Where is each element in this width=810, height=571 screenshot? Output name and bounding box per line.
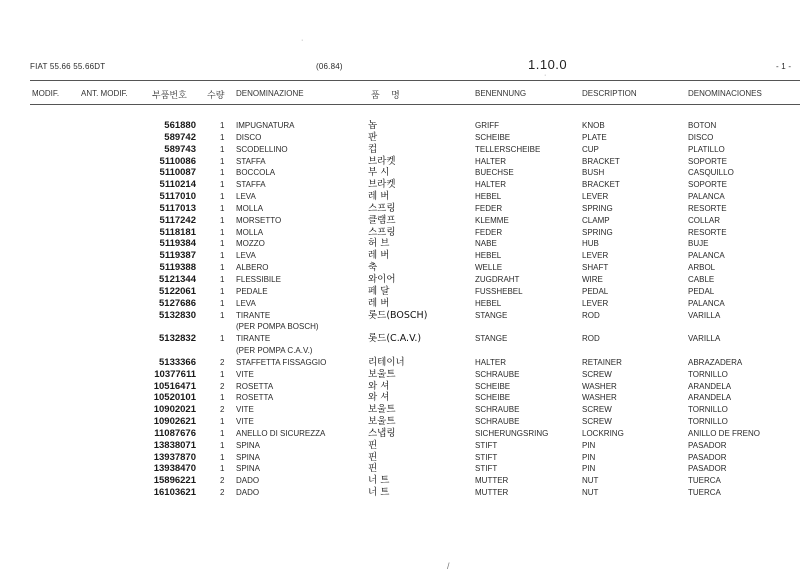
quantity: 1: [220, 263, 225, 273]
description: HUB: [582, 239, 599, 249]
description: LOCKRING: [582, 428, 624, 438]
benennung: BUECHSE: [475, 168, 514, 178]
denominazione: STAFFA: [236, 180, 266, 190]
description: BRACKET: [582, 156, 620, 166]
denominazione: FLESSIBILE: [236, 274, 281, 284]
korean-name: 핀: [368, 451, 378, 463]
description: BRACKET: [582, 180, 620, 190]
header-top-rule: [30, 80, 800, 81]
table-row: [0, 487, 810, 499]
part-number: 15896221: [153, 475, 196, 487]
denominazione: SCODELLINO: [236, 144, 288, 154]
part-number: 5118181: [159, 226, 196, 238]
denominaciones: ANILLO DE FRENO: [688, 428, 761, 438]
korean-name: 스프링: [368, 226, 396, 238]
col-qty: 수량: [207, 91, 225, 101]
description: PLATE: [582, 132, 607, 142]
table-row: [0, 156, 810, 168]
col-description: DESCRIPTION: [582, 89, 637, 98]
description: CUP: [582, 144, 599, 154]
part-number: 16103621: [153, 487, 196, 499]
table-row: [0, 475, 810, 487]
korean-name: 너 트: [368, 475, 390, 487]
quantity: 1: [220, 251, 225, 261]
korean-name: 클램프: [368, 214, 396, 226]
denominazione: SPINA: [236, 452, 261, 462]
table-row: [0, 238, 810, 250]
table-row: [0, 416, 810, 428]
denominazione: SPINA: [236, 464, 261, 474]
table-row: [0, 428, 810, 440]
description: PIN: [582, 452, 596, 462]
denominazione: VITE: [236, 417, 254, 427]
part-number: 10520101: [153, 392, 196, 404]
part-number: 589742: [164, 131, 196, 143]
part-number: 5117013: [159, 202, 196, 214]
denominaciones: TORNILLO: [688, 417, 728, 427]
description: LEVER: [582, 251, 609, 261]
quantity: 2: [220, 488, 225, 498]
description: SCREW: [582, 417, 612, 427]
quantity: 2: [220, 357, 225, 367]
denominaciones: DISCO: [688, 132, 714, 142]
denominaciones: TUERCA: [688, 488, 721, 498]
korean-name: 컵: [368, 143, 378, 155]
korean-name: 와이어: [368, 273, 396, 285]
table-row: [0, 227, 810, 239]
table-row-note: [0, 321, 810, 333]
denominazione: ROSETTA: [236, 393, 274, 403]
part-number: 11087676: [154, 427, 196, 439]
table-row: [0, 333, 810, 345]
table-row-note: [0, 345, 810, 357]
denominaciones: RESORTE: [688, 203, 727, 213]
benennung: HEBEL: [475, 192, 502, 202]
korean-name: 레 버: [368, 191, 390, 203]
col-part-no: 부품번호: [152, 91, 187, 101]
part-number: 10377611: [154, 368, 196, 380]
scan-mark: ·: [301, 37, 304, 44]
quantity: 1: [220, 132, 225, 142]
quantity: 1: [220, 417, 225, 427]
part-number: 5121344: [159, 273, 196, 285]
quantity: 1: [220, 393, 225, 403]
table-row: [0, 215, 810, 227]
quantity: 2: [220, 405, 225, 415]
quantity: 1: [220, 144, 225, 154]
denominaciones: TORNILLO: [688, 369, 728, 379]
model-label: FIAT 55.66 55.66DT: [30, 62, 106, 71]
part-number: 13838071: [153, 439, 196, 451]
table-row: [0, 286, 810, 298]
part-number: 5117010: [159, 191, 196, 203]
denominaciones: SOPORTE: [688, 156, 727, 166]
parts-table: [0, 120, 810, 499]
denominaciones: TUERCA: [688, 476, 721, 486]
row-note: (PER POMPA BOSCH): [236, 322, 319, 332]
description: LEVER: [582, 192, 609, 202]
benennung: STANGE: [475, 310, 508, 320]
part-number: 5132832: [159, 333, 196, 345]
quantity: 2: [220, 381, 225, 391]
benennung: FEDER: [475, 203, 503, 213]
part-number: 10902021: [153, 404, 196, 416]
part-number: 10516471: [153, 380, 196, 392]
denominazione: LEVA: [236, 251, 256, 261]
quantity: 1: [220, 334, 225, 344]
quantity: 1: [220, 428, 225, 438]
table-row: [0, 120, 810, 132]
korean-name: 놉: [368, 120, 378, 131]
part-number: 5110086: [159, 155, 196, 167]
table-row: [0, 381, 810, 393]
quantity: 1: [220, 239, 225, 249]
table-row: [0, 132, 810, 144]
part-number: 5132830: [159, 309, 196, 321]
denominaciones: PASADOR: [688, 464, 727, 474]
denominazione: MORSETTO: [236, 215, 282, 225]
quantity: 2: [220, 476, 225, 486]
benennung: HALTER: [475, 357, 506, 367]
denominazione: MOZZO: [236, 239, 265, 249]
description: NUT: [582, 476, 599, 486]
denominaciones: PLATILLO: [688, 144, 725, 154]
denominaciones: PALANCA: [688, 192, 725, 202]
benennung: SCHRAUBE: [475, 405, 520, 415]
korean-name: 축: [368, 262, 378, 274]
benennung: TELLERSCHEIBE: [475, 144, 541, 154]
quantity: 1: [220, 298, 225, 308]
quantity: 1: [220, 156, 225, 166]
denominaciones: COLLAR: [688, 215, 721, 225]
table-row: [0, 404, 810, 416]
denominaciones: TORNILLO: [688, 405, 728, 415]
quantity: 1: [220, 203, 225, 213]
part-number: 13938470: [153, 463, 196, 475]
quantity: 1: [220, 369, 225, 379]
table-row: [0, 440, 810, 452]
table-row: [0, 262, 810, 274]
benennung: STANGE: [475, 334, 508, 344]
denominaciones: VARILLA: [688, 310, 721, 320]
description: WIRE: [582, 274, 603, 284]
denominaciones: PASADOR: [688, 440, 727, 450]
table-row: [0, 369, 810, 381]
table-row: [0, 310, 810, 322]
korean-name: 판: [368, 131, 378, 143]
denominazione: ROSETTA: [236, 381, 274, 391]
korean-name: 와 셔: [368, 392, 390, 404]
description: CLAMP: [582, 215, 610, 225]
col-denominaciones: DENOMINACIONES: [688, 89, 762, 98]
description: ROD: [582, 334, 600, 344]
description: PIN: [582, 464, 596, 474]
table-row: [0, 357, 810, 369]
benennung: STIFT: [475, 464, 498, 474]
table-row: [0, 298, 810, 310]
denominaciones: PALANCA: [688, 298, 725, 308]
part-number: 5122061: [159, 285, 196, 297]
denominazione: BOCCOLA: [236, 168, 276, 178]
benennung: FEDER: [475, 227, 503, 237]
korean-name: 브라켓: [368, 179, 396, 191]
quantity: 1: [220, 180, 225, 190]
denominazione: TIRANTE: [236, 310, 271, 320]
description: SPRING: [582, 227, 613, 237]
korean-name: 부 시: [368, 167, 390, 179]
denominazione: DADO: [236, 488, 260, 498]
korean-name: 페 달: [368, 285, 390, 297]
denominazione: DISCO: [236, 132, 262, 142]
denominazione: DADO: [236, 476, 260, 486]
korean-name: 핀: [368, 463, 378, 475]
benennung: SCHEIBE: [475, 132, 511, 142]
table-row: [0, 167, 810, 179]
quantity: 1: [220, 310, 225, 320]
quantity: 1: [220, 227, 225, 237]
scan-mark: /: [447, 561, 450, 571]
part-number: 561880: [164, 120, 196, 131]
korean-name: 레 버: [368, 297, 390, 309]
korean-name: 리테이너: [368, 356, 405, 368]
denominaciones: CASQUILLO: [688, 168, 734, 178]
denominaciones: BUJE: [688, 239, 709, 249]
description: SCREW: [582, 369, 612, 379]
description: SCREW: [582, 405, 612, 415]
korean-name: 롯드(BOSCH): [368, 309, 428, 321]
benennung: SCHRAUBE: [475, 369, 520, 379]
quantity: 1: [220, 121, 225, 130]
denominaciones: CABLE: [688, 274, 715, 284]
korean-name: 브라켓: [368, 155, 396, 167]
korean-name: 핀: [368, 439, 378, 451]
description: RETAINER: [582, 357, 622, 367]
part-number: 5119384: [159, 238, 196, 250]
description: ROD: [582, 310, 600, 320]
denominaciones: ARANDELA: [688, 393, 732, 403]
scan-mark: ·: [544, 72, 547, 79]
denominaciones: VARILLA: [688, 334, 721, 344]
part-number: 13937870: [153, 451, 196, 463]
quantity: 1: [220, 452, 225, 462]
denominazione: TIRANTE: [236, 334, 271, 344]
description: WASHER: [582, 393, 617, 403]
benennung: SCHEIBE: [475, 381, 511, 391]
benennung: MUTTER: [475, 488, 509, 498]
part-number: 5119388: [159, 262, 196, 274]
part-number: 5133366: [159, 356, 196, 368]
korean-name: 허 브: [368, 238, 390, 250]
benennung: HALTER: [475, 156, 506, 166]
denominaciones: ARANDELA: [688, 381, 732, 391]
benennung: MUTTER: [475, 476, 509, 486]
description: LEVER: [582, 298, 609, 308]
benennung: HEBEL: [475, 251, 502, 261]
denominazione: ALBERO: [236, 263, 269, 273]
benennung: KLEMME: [475, 215, 509, 225]
description: WASHER: [582, 381, 617, 391]
description: SPRING: [582, 203, 613, 213]
denominazione: VITE: [236, 369, 254, 379]
part-number: 5117242: [159, 214, 196, 226]
description: PEDAL: [582, 286, 609, 296]
korean-name: 레 버: [368, 250, 390, 262]
benennung: ZUGDRAHT: [475, 274, 520, 284]
benennung: SCHEIBE: [475, 393, 511, 403]
denominazione: ANELLO DI SICUREZZA: [236, 428, 326, 438]
quantity: 1: [220, 440, 225, 450]
denominazione: VITE: [236, 405, 254, 415]
benennung: FUSSHEBEL: [475, 286, 523, 296]
benennung: SICHERUNGSRING: [475, 428, 549, 438]
benennung: GRIFF: [475, 121, 499, 130]
description: NUT: [582, 488, 599, 498]
part-number: 10902621: [153, 416, 196, 428]
quantity: 1: [220, 286, 225, 296]
denominaciones: BOTON: [688, 121, 717, 130]
section-number: 1.10.0: [528, 57, 568, 72]
table-row: [0, 392, 810, 404]
header-bottom-rule: [30, 104, 800, 105]
col-modif: MODIF.: [32, 89, 60, 98]
benennung: NABE: [475, 239, 497, 249]
row-note: (PER POMPA C.A.V.): [236, 346, 313, 356]
date-label: (06.84): [316, 62, 343, 71]
quantity: 1: [220, 274, 225, 284]
part-number: 5110214: [159, 179, 196, 191]
denominazione: PEDALE: [236, 286, 268, 296]
denominazione: MOLLA: [236, 203, 264, 213]
denominaciones: ABRAZADERA: [688, 357, 743, 367]
benennung: WELLE: [475, 263, 503, 273]
table-row: [0, 250, 810, 262]
denominazione: IMPUGNATURA: [236, 121, 295, 130]
korean-name: 보울트: [368, 368, 396, 380]
table-row: [0, 191, 810, 203]
korean-name: 보울트: [368, 416, 396, 428]
part-number: 5127686: [159, 297, 196, 309]
quantity: 1: [220, 464, 225, 474]
benennung: HEBEL: [475, 298, 502, 308]
denominaciones: ARBOL: [688, 263, 716, 273]
denominazione: SPINA: [236, 440, 261, 450]
description: KNOB: [582, 121, 605, 130]
part-number: 589743: [164, 143, 196, 155]
part-number: 5110087: [159, 167, 196, 179]
description: PIN: [582, 440, 596, 450]
table-row: [0, 274, 810, 286]
quantity: 1: [220, 215, 225, 225]
table-row: [0, 179, 810, 191]
denominaciones: PEDAL: [688, 286, 715, 296]
benennung: HALTER: [475, 180, 506, 190]
denominazione: STAFFETTA FISSAGGIO: [236, 357, 327, 367]
korean-name: 롯드(C.A.V.): [368, 333, 422, 345]
col-korean-name: 품 명: [371, 91, 400, 101]
table-row: [0, 203, 810, 215]
col-denominazione: DENOMINAZIONE: [236, 89, 304, 98]
denominazione: MOLLA: [236, 227, 264, 237]
korean-name: 보울트: [368, 404, 396, 416]
page-number: - 1 -: [776, 62, 792, 71]
korean-name: 와 셔: [368, 380, 390, 392]
denominaciones: SOPORTE: [688, 180, 727, 190]
table-row: [0, 452, 810, 464]
denominaciones: RESORTE: [688, 227, 727, 237]
korean-name: 스냅링: [368, 427, 396, 439]
denominazione: LEVA: [236, 298, 256, 308]
benennung: STIFT: [475, 440, 498, 450]
description: SHAFT: [582, 263, 609, 273]
col-benennung: BENENNUNG: [475, 89, 527, 98]
denominaciones: PALANCA: [688, 251, 725, 261]
part-number: 5119387: [159, 250, 196, 262]
description: BUSH: [582, 168, 605, 178]
korean-name: 너 트: [368, 487, 390, 499]
denominazione: LEVA: [236, 192, 256, 202]
denominaciones: PASADOR: [688, 452, 727, 462]
korean-name: 스프링: [368, 202, 396, 214]
table-row: [0, 463, 810, 475]
col-ant-modif: ANT. MODIF.: [81, 89, 128, 98]
benennung: SCHRAUBE: [475, 417, 520, 427]
quantity: 1: [220, 192, 225, 202]
denominazione: STAFFA: [236, 156, 266, 166]
benennung: STIFT: [475, 452, 498, 462]
quantity: 1: [220, 168, 225, 178]
table-row: [0, 144, 810, 156]
